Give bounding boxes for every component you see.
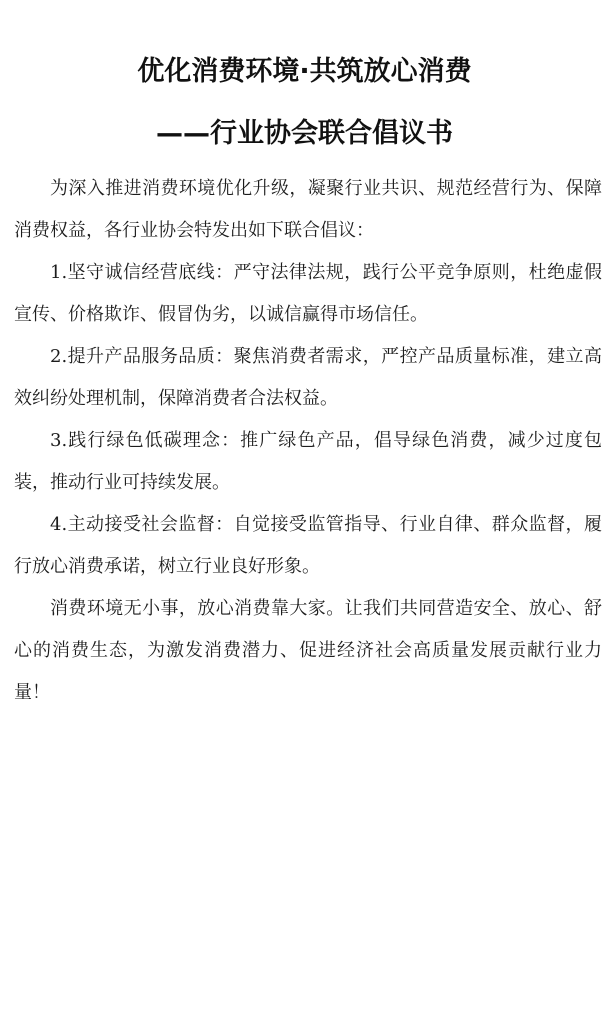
proposal-item-2: 2.提升产品服务品质：聚焦消费者需求，严控产品质量标准，建立高效纠纷处理机制，保障消费者合法权益。 [14, 346, 602, 409]
proposal-item-4: 4.主动接受社会监督：自觉接受监管指导、行业自律、群众监督，履行放心消费承诺，树立行业良好形象。 [14, 514, 602, 577]
document-subtitle: ——行业协会联合倡议书 [156, 118, 453, 149]
intro-paragraph: 为深入推进消费环境优化升级，凝聚行业共识、规范经营行为、保障消费权益，各行业协会特发出如下联合倡议： [14, 178, 602, 241]
proposal-item-3: 3.践行绿色低碳理念：推广绿色产品，倡导绿色消费，减少过度包装，推动行业可持续发展。 [14, 430, 602, 493]
proposal-item-1: 1.坚守诚信经营底线：严守法律法规，践行公平竞争原则，杜绝虚假宣传、价格欺诈、假冒伪劣，以诚信赢得市场信任。 [14, 262, 602, 325]
document-title: 优化消费环境·共筑放心消费 [137, 56, 472, 87]
closing-paragraph: 消费环境无小事，放心消费靠大家。让我们共同营造安全、放心、舒心的消费生态，为激发消费潜力、促进经济社会高质量发展贡献行业力量！ [14, 598, 602, 703]
document-body [14, 168, 602, 714]
